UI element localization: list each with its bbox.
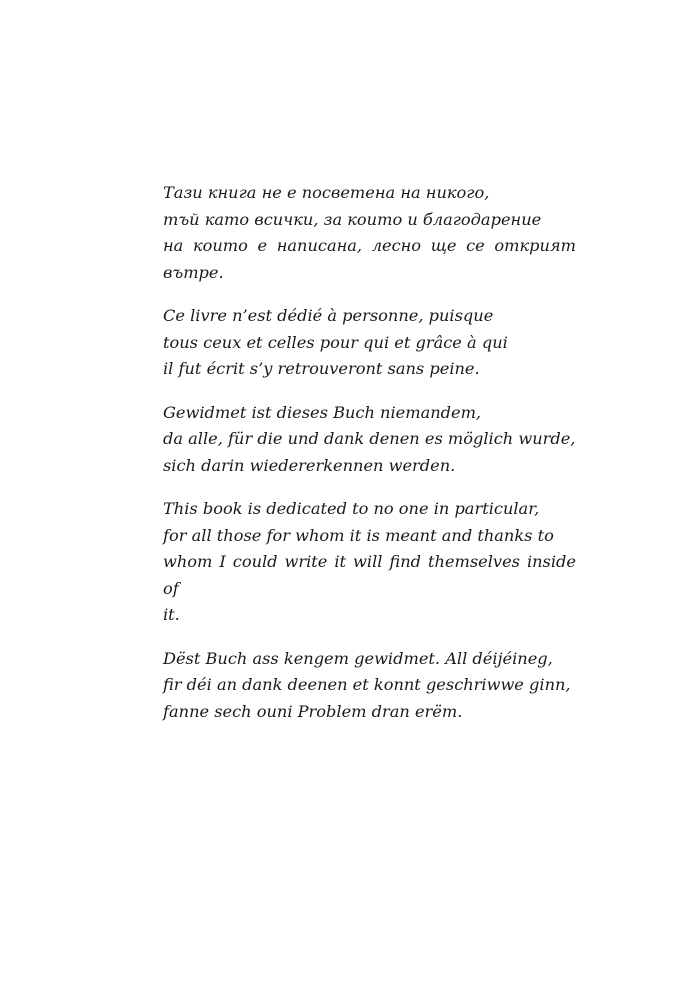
dedication-line: da alle, für die und dank denen es möglich wurde, [163, 429, 576, 448]
dedication-line: This book is dedicated to no one in particular, [163, 499, 540, 518]
dedication-line: тъй като всички, за които и благодарение [163, 209, 542, 229]
dedication-stanza-english [163, 496, 576, 629]
dedication-line: fir déi an dank deenen et konnt geschriwwe ginn, [163, 675, 571, 694]
dedication-stanza-french [163, 303, 576, 383]
dedication-line: sich darin wiedererkennen werden. [163, 455, 456, 475]
dedication-line: Тази книга не е посветена на никого, [163, 183, 490, 202]
dedication-line: на които е написана, лесно ще се открият [163, 236, 576, 255]
dedication-line: it. [163, 605, 180, 624]
dedication-line: il fut écrit s’y retrouveront sans peine. [163, 359, 480, 378]
dedication-line: Gewidmet ist dieses Buch niemandem, [163, 402, 482, 422]
dedication-stanza-bulgarian [163, 180, 576, 286]
dedication-text [163, 180, 576, 742]
dedication-stanza-german [163, 400, 576, 480]
dedication-line: whom I could write it will find themselves inside of [163, 552, 576, 598]
dedication-line: for all those for whom it is meant and thanks to [163, 525, 554, 545]
dedication-line: вътре. [163, 262, 224, 282]
dedication-line: fanne sech ouni Problem dran erëm. [163, 701, 463, 721]
dedication-line: Dëst Buch ass kengem gewidmet. All déijéineg, [163, 648, 553, 668]
dedication-line: Ce livre n’est dédié à personne, puisque [163, 306, 494, 325]
dedication-line: tous ceux et celles pour qui et grâce à qui [163, 332, 508, 352]
dedication-stanza-luxembourgish [163, 646, 576, 726]
